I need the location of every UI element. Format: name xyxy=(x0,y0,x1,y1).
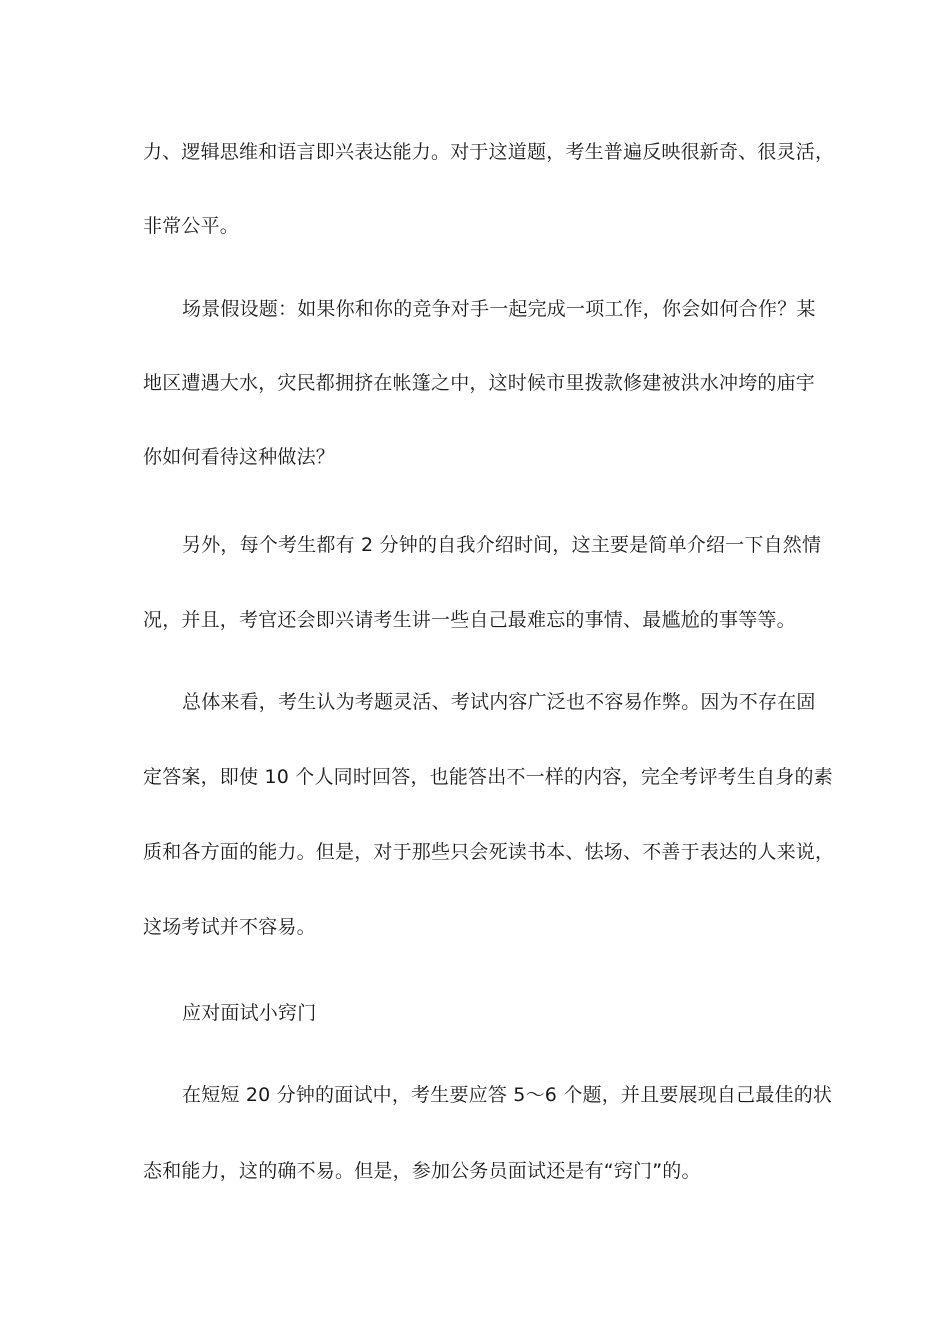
paragraph-6-line-2: 态和能力，这的确不易。但是，参加公务员面试还是有“窍门”的。 xyxy=(143,1160,701,1182)
paragraph-4-line-3: 质和各方面的能力。但是，对于那些只会死读书本、怯场、不善于表达的人来说， xyxy=(143,841,835,863)
paragraph-2-line-2: 地区遭遇大水，灾民都拥挤在帐篷之中，这时候市里拨款修建被洪水冲垮的庙宇 xyxy=(143,372,816,394)
paragraph-4-line-2: 定答案，即使 10 个人同时回答，也能答出不一样的内容，完全考评考生自身的素 xyxy=(143,766,833,788)
paragraph-3-line-1: 另外，每个考生都有 2 分钟的自我介绍时间，这主要是简单介绍一下自然情 xyxy=(182,534,822,556)
paragraph-3-line-2: 况，并且，考官还会即兴请考生讲一些自己最难忘的事情、最尴尬的事等等。 xyxy=(143,609,796,631)
paragraph-4-line-4: 这场考试并不容易。 xyxy=(143,916,316,938)
paragraph-1-line-1: 力、逻辑思维和语言即兴表达能力。对于这道题，考生普遍反映很新奇、很灵活， xyxy=(143,141,835,163)
section-heading: 应对面试小窍门 xyxy=(182,1002,317,1024)
paragraph-6-line-1: 在短短 20 分钟的面试中，考生要应答 5～6 个题，并且要展现自己最佳的状 xyxy=(182,1084,833,1106)
paragraph-2-line-1: 场景假设题：如果你和你的竞争对手一起完成一项工作，你会如何合作？某 xyxy=(182,298,816,320)
paragraph-1-line-2: 非常公平。 xyxy=(143,215,240,237)
paragraph-4-line-1: 总体来看，考生认为考题灵活、考试内容广泛也不容易作弊。因为不存在固 xyxy=(182,691,816,713)
paragraph-2-line-3: 你如何看待这种做法？ xyxy=(143,446,336,468)
